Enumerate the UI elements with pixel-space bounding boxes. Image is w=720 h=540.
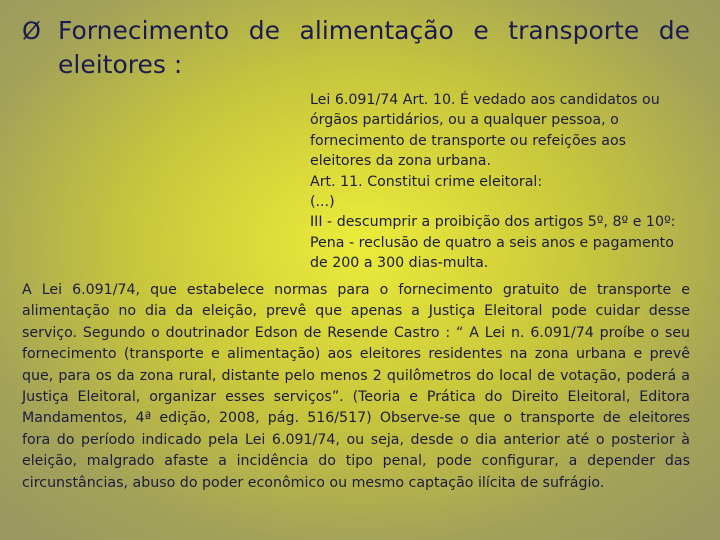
body-line: fornecimento (transporte e alimentação) aos eleitores residentes na zona urbana e prevê: [22, 346, 690, 363]
body-line: alimentação no dia da eleição, prevê que apenas a Justiça Eleitoral pode cuidar desse: [22, 303, 690, 320]
quote-line: Art. 11. Constitui crime eleitoral:: [310, 173, 543, 190]
quote-line: órgãos partidários, ou a qualquer pessoa, o: [310, 112, 619, 129]
arrow-bullet-icon: Ø: [22, 17, 41, 45]
slide-title: [22, 14, 690, 82]
quote-line: (...): [310, 194, 335, 211]
quote-line: fornecimento de transporte ou refeições aos: [310, 132, 627, 149]
quote-line: de 200 a 300 dias-multa.: [310, 255, 489, 272]
body-line: Justiça Eleitoral, organizar esses serviços”. (Teoria e Prática do Direito Eleitoral, Editora: [22, 389, 690, 406]
body-line: Mandamentos, 4ª edição, 2008, pág. 516/517) Observe-se que o transporte de eleitores: [22, 410, 690, 427]
body-line: fora do período indicado pela Lei 6.091/74, ou seja, desde o dia anterior até o posterior à: [22, 431, 690, 448]
body-line: serviço. Segundo o doutrinador Edson de Resende Castro : “ A Lei n. 6.091/74 proíbe o seu: [22, 324, 690, 341]
body-line: A Lei 6.091/74, que estabelece normas para o fornecimento gratuito de transporte e: [22, 282, 690, 298]
law-quote: [310, 90, 700, 274]
quote-line: eleitores da zona urbana.: [310, 153, 491, 170]
body-line: eleição, malgrado afaste a incidência do tipo penal, pode configurar, a depender das: [22, 453, 690, 470]
slide-title-line-2: eleitores :: [58, 50, 183, 79]
quote-line: Lei 6.091/74 Art. 10. É vedado aos candidatos ou: [310, 92, 660, 108]
body-paragraph: [22, 280, 690, 494]
body-line: circunstâncias, abuso do poder econômico ou mesmo captação ilícita de sufrágio.: [22, 474, 605, 491]
quote-line: III - descumprir a proibição dos artigos 5º, 8º e 10º:: [310, 214, 676, 231]
body-line: que, para os da zona rural, distante pelo menos 2 quilômetros do local de votação, poderá a: [22, 367, 690, 384]
slide-title-line-1: Fornecimento de alimentação e transporte de: [58, 16, 690, 45]
quote-line: Pena - reclusão de quatro a seis anos e pagamento: [310, 234, 674, 251]
